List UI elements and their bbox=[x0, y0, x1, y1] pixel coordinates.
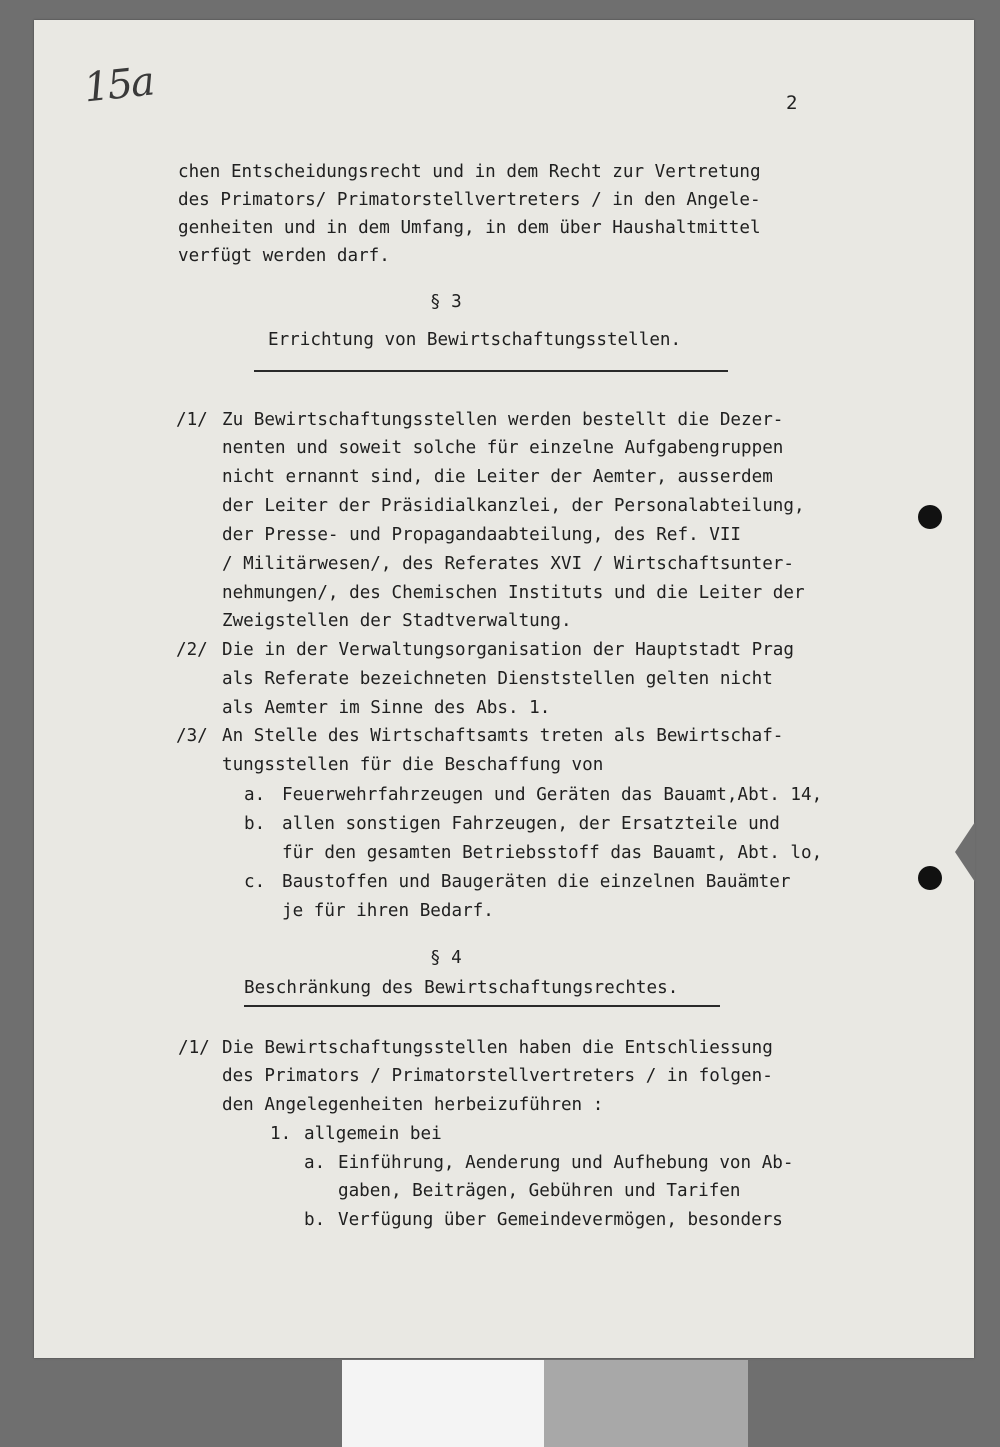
list-item-text: für den gesamten Betriebsstoff das Bauamt, Abt. lo, bbox=[282, 843, 823, 863]
list-item-marker: c. bbox=[244, 872, 266, 892]
paragraph-marker: /1/ bbox=[176, 410, 208, 430]
title-underline bbox=[254, 370, 728, 372]
punch-hole bbox=[918, 866, 942, 890]
calibration-swatch-gray bbox=[544, 1360, 748, 1447]
list-item-text: Einführung, Aenderung und Aufhebung von Ab- bbox=[338, 1153, 794, 1173]
text-line: verfügt werden darf. bbox=[178, 246, 390, 266]
text-line: als Aemter im Sinne des Abs. 1. bbox=[222, 698, 551, 718]
text-line: als Referate bezeichneten Dienststellen gelten nicht bbox=[222, 669, 773, 689]
text-line: genheiten und in dem Umfang, in dem über Haushaltmittel bbox=[178, 218, 761, 238]
paragraph-marker: /3/ bbox=[176, 726, 208, 746]
text-line: Zweigstellen der Stadtverwaltung. bbox=[222, 611, 572, 631]
text-line: nehmungen/, des Chemischen Instituts und die Leiter der bbox=[222, 583, 805, 603]
text-line: des Primators / Primatorstellvertreters / in folgen- bbox=[222, 1066, 773, 1086]
text-line: chen Entscheidungsrecht und in dem Recht zur Vertretung bbox=[178, 162, 761, 182]
text-line: der Presse- und Propagandaabteilung, des Ref. VII bbox=[222, 525, 742, 545]
page-edge-notch bbox=[955, 822, 975, 882]
text-line: tungsstellen für die Beschaffung von bbox=[222, 755, 604, 775]
title-underline bbox=[244, 1005, 720, 1007]
text-line: nicht ernannt sind, die Leiter der Aemter, ausserdem bbox=[222, 467, 773, 487]
list-item-text: allgemein bei bbox=[304, 1124, 442, 1144]
text-line: Zu Bewirtschaftungsstellen werden bestellt die Dezer- bbox=[222, 410, 784, 430]
handwritten-annotation: 15a bbox=[81, 58, 155, 112]
text-line: nenten und soweit solche für einzelne Aufgabengruppen bbox=[222, 438, 784, 458]
list-item-marker: 1. bbox=[270, 1124, 292, 1144]
list-item-marker: b. bbox=[304, 1210, 326, 1230]
list-item-text: gaben, Beiträgen, Gebühren und Tarifen bbox=[338, 1181, 741, 1201]
list-item-text: Baustoffen und Baugeräten die einzelnen Bauämter bbox=[282, 872, 791, 892]
punch-hole bbox=[918, 505, 942, 529]
section-number: § 4 bbox=[430, 948, 462, 968]
list-item-text: je für ihren Bedarf. bbox=[282, 901, 494, 921]
paragraph-marker: /2/ bbox=[176, 640, 208, 660]
section-number: § 3 bbox=[430, 292, 462, 312]
list-item-marker: a. bbox=[244, 785, 266, 805]
text-line: Die in der Verwaltungsorganisation der Hauptstadt Prag bbox=[222, 640, 794, 660]
text-line: des Primators/ Primatorstellvertreters / in den Angele- bbox=[178, 190, 761, 210]
text-line: Die Bewirtschaftungsstellen haben die Entschliessung bbox=[222, 1038, 773, 1058]
text-line: den Angelegenheiten herbeizuführen : bbox=[222, 1095, 604, 1115]
list-item-marker: b. bbox=[244, 814, 266, 834]
section-title: Errichtung von Bewirtschaftungsstellen. bbox=[268, 330, 682, 350]
list-item-marker: a. bbox=[304, 1153, 326, 1173]
paragraph-marker: /1/ bbox=[178, 1038, 210, 1058]
list-item-text: Verfügung über Gemeindevermögen, besonders bbox=[338, 1210, 783, 1230]
calibration-swatch-white bbox=[342, 1360, 544, 1447]
list-item-text: Feuerwehrfahrzeugen und Geräten das Bauamt,Abt. 14, bbox=[282, 785, 823, 805]
text-line: / Militärwesen/, des Referates XVI / Wirtschaftsunter- bbox=[222, 554, 794, 574]
list-item-text: allen sonstigen Fahrzeugen, der Ersatzteile und bbox=[282, 814, 780, 834]
section-title: Beschränkung des Bewirtschaftungsrechtes. bbox=[244, 978, 679, 998]
text-line: An Stelle des Wirtschaftsamts treten als Bewirtschaf- bbox=[222, 726, 784, 746]
text-line: der Leiter der Präsidialkanzlei, der Personalabteilung, bbox=[222, 496, 805, 516]
page-number: 2 bbox=[786, 92, 798, 114]
